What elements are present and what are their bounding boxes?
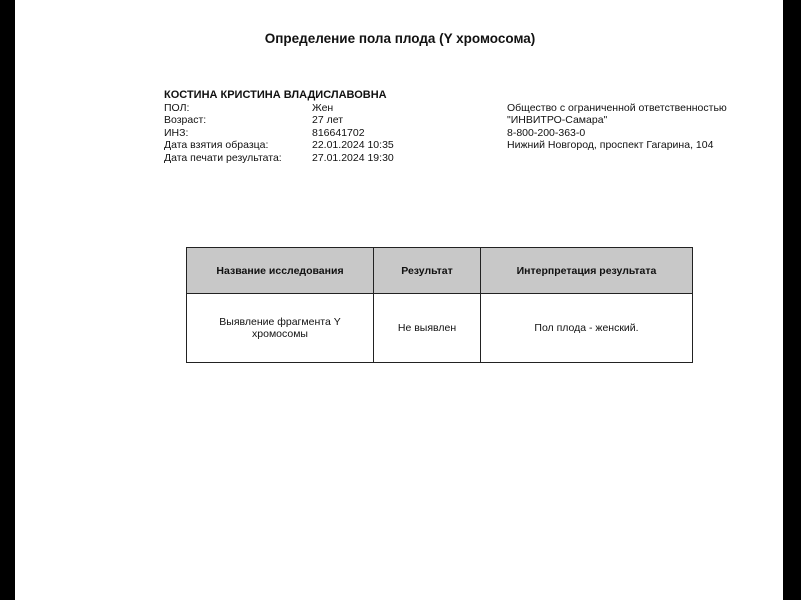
field-value: Жен	[312, 102, 334, 114]
patient-info	[164, 102, 394, 164]
lab-line: Общество с ограниченной ответственностью	[507, 102, 727, 114]
lab-line: 8-800-200-363-0	[507, 126, 586, 139]
cell-test-name: Выявление фрагмента Y хромосомы	[187, 294, 374, 363]
field-value: 22.01.2024 10:35	[312, 139, 394, 152]
patient-field	[164, 139, 394, 151]
patient-name: КОСТИНА КРИСТИНА ВЛАДИСЛАВОВНА	[164, 89, 387, 101]
lab-line: Нижний Новгород, проспект Гагарина, 104	[507, 139, 714, 152]
lab-info	[507, 102, 727, 152]
document-page	[15, 0, 783, 600]
patient-field	[164, 127, 394, 139]
field-label: Дата взятия образца:	[164, 139, 269, 152]
header-test-name: Название исследования	[187, 248, 374, 294]
patient-field	[164, 102, 394, 114]
patient-field	[164, 152, 394, 164]
cell-result: Не выявлен	[374, 294, 481, 363]
table-header-row	[187, 248, 693, 294]
document-title: Определение пола плода (Y хромосома)	[264, 31, 536, 46]
results-table	[186, 247, 693, 363]
header-interpretation: Интерпретация результата	[481, 248, 693, 294]
table-row	[187, 294, 693, 363]
field-value: 27 лет	[312, 114, 344, 127]
field-label: Дата печати результата:	[164, 151, 282, 164]
field-label: ПОЛ:	[164, 102, 190, 114]
patient-field	[164, 114, 394, 126]
field-value: 816641702	[312, 126, 365, 139]
header-result: Результат	[374, 248, 481, 294]
field-label: ИНЗ:	[164, 126, 189, 139]
cell-interpretation: Пол плода - женский.	[481, 294, 693, 363]
field-label: Возраст:	[164, 114, 207, 127]
lab-line: "ИНВИТРО-Самара"	[507, 114, 608, 127]
field-value: 27.01.2024 19:30	[312, 151, 394, 164]
